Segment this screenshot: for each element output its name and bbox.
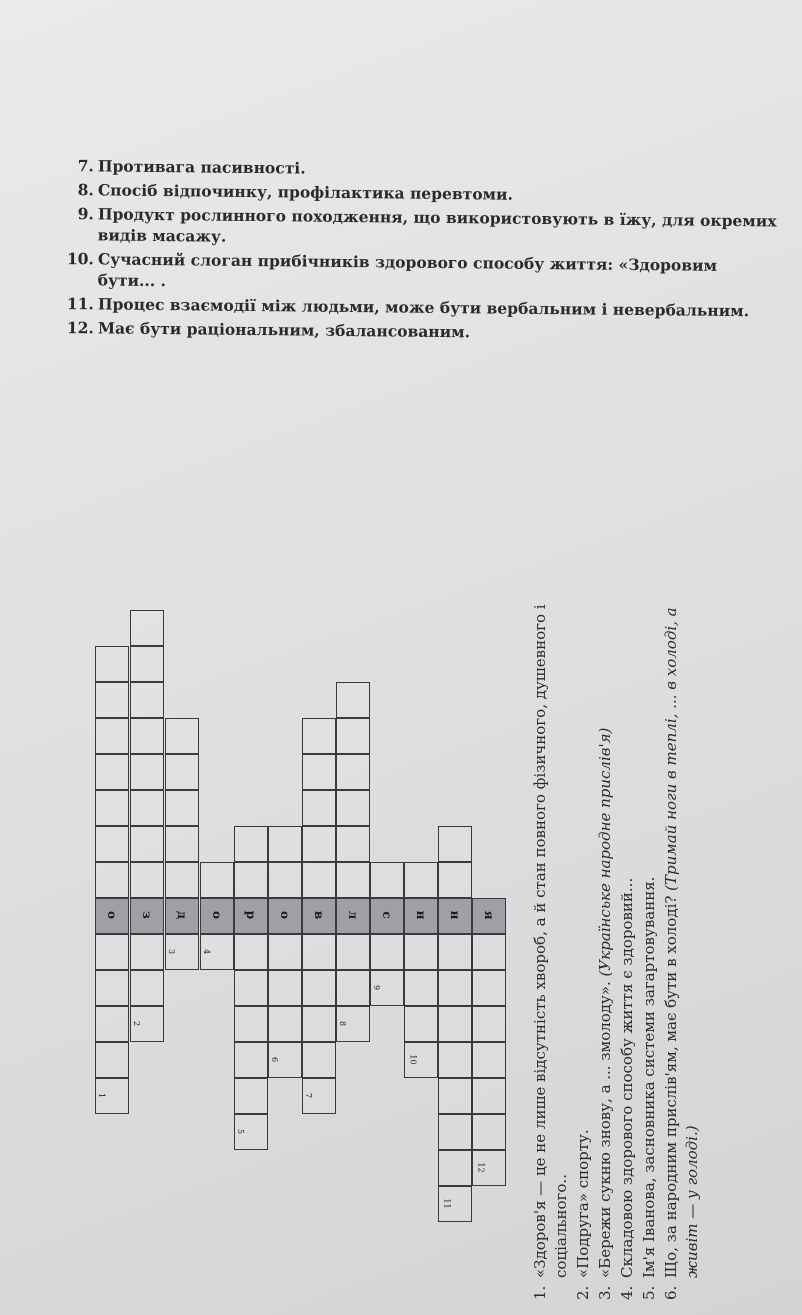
definition-number: 8. bbox=[77, 180, 94, 200]
crossword-cell bbox=[302, 970, 336, 1006]
crossword-cell bbox=[438, 1150, 472, 1186]
crossword-cell bbox=[302, 790, 336, 826]
crossword-cell bbox=[268, 1042, 302, 1078]
cell-number: 9 bbox=[372, 984, 382, 991]
crossword-cell bbox=[336, 754, 370, 790]
crossword-cell bbox=[438, 1042, 472, 1078]
crossword-cell bbox=[438, 1006, 472, 1042]
crossword-cell bbox=[130, 610, 164, 646]
crossword-cell bbox=[336, 934, 370, 970]
crossword-cell bbox=[95, 1006, 129, 1042]
crossword-key-cell bbox=[370, 898, 404, 934]
clue-text: Що, за народним прислів'ям, має бути в холоді? bbox=[662, 890, 680, 1278]
crossword-key-cell bbox=[268, 898, 302, 934]
crossword-key-cell bbox=[472, 898, 506, 934]
definition-text: Противага пасивності. bbox=[97, 156, 306, 178]
definition-text: Продукт рослинного походження, що використовують в їжу, для окремих видів масажу. bbox=[97, 204, 777, 246]
crossword-cell bbox=[234, 862, 268, 898]
clues-list bbox=[530, 600, 704, 1300]
crossword-cell bbox=[95, 646, 129, 682]
definition-text: Спосіб відпочинку, профілактика перевтоми. bbox=[97, 180, 514, 204]
clue-number: 1. bbox=[531, 1285, 549, 1300]
crossword-cell bbox=[200, 862, 234, 898]
crossword-cell bbox=[370, 862, 404, 898]
crossword-cell bbox=[130, 646, 164, 682]
clue-number: 2. bbox=[574, 1285, 592, 1300]
crossword-cell bbox=[95, 934, 129, 970]
clue-text: «Здоров'я — це не лише відсутність хвороб, а й стан повного фізичного, душевного і соціального.. bbox=[531, 604, 570, 1278]
crossword-cell bbox=[302, 862, 336, 898]
key-letter: н bbox=[448, 910, 462, 920]
key-letter: д bbox=[175, 911, 189, 919]
definition-text: Сучасний слоган прибічників здорового способу життя: «Здоровим бути... . bbox=[97, 249, 718, 291]
crossword-cell bbox=[472, 1042, 506, 1078]
crossword-cell bbox=[165, 790, 199, 826]
crossword-cell bbox=[370, 934, 404, 970]
crossword-cell bbox=[438, 1078, 472, 1114]
crossword-cell bbox=[404, 862, 438, 898]
key-letter: о bbox=[278, 910, 292, 919]
key-letter: л bbox=[346, 910, 360, 920]
cell-number: 12 bbox=[476, 1162, 486, 1173]
definition-number: 11. bbox=[66, 294, 94, 314]
definition-text: Процес взаємодії між людьми, може бути вербальним і невербальним. bbox=[97, 294, 750, 321]
definition-number: 7. bbox=[77, 156, 94, 176]
crossword-key-cell bbox=[438, 898, 472, 934]
cell-number: 11 bbox=[442, 1198, 452, 1209]
crossword-cell bbox=[336, 970, 370, 1006]
crossword-cell bbox=[336, 826, 370, 862]
definition-number: 12. bbox=[66, 318, 94, 338]
clue-number: 4. bbox=[618, 1285, 636, 1300]
crossword-cell bbox=[336, 1006, 370, 1042]
crossword-cell bbox=[95, 1078, 129, 1114]
crossword-cell bbox=[268, 826, 302, 862]
crossword-cell bbox=[268, 1006, 302, 1042]
clue-text: «Подруга» спорту. bbox=[574, 1129, 592, 1278]
crossword-key-cell bbox=[336, 898, 370, 934]
crossword-cell bbox=[165, 826, 199, 862]
crossword-cell bbox=[472, 1114, 506, 1150]
definition-text: Має бути раціональним, збалансованим. bbox=[97, 318, 471, 342]
crossword-cell bbox=[130, 826, 164, 862]
crossword-cell bbox=[302, 718, 336, 754]
crossword-cell bbox=[95, 826, 129, 862]
crossword-cell bbox=[130, 754, 164, 790]
crossword-cell bbox=[95, 1042, 129, 1078]
crossword-cell bbox=[165, 754, 199, 790]
crossword-cell bbox=[302, 934, 336, 970]
clue-1 bbox=[530, 600, 572, 1300]
definition-number: 10. bbox=[66, 249, 94, 269]
cell-number: 4 bbox=[202, 948, 212, 955]
clue-4 bbox=[617, 600, 638, 1300]
crossword-key-cell bbox=[404, 898, 438, 934]
crossword-cell bbox=[404, 1006, 438, 1042]
definition-number: 9. bbox=[77, 204, 94, 224]
crossword-cell bbox=[302, 1042, 336, 1078]
crossword-cell bbox=[130, 970, 164, 1006]
clue-number: 6. bbox=[662, 1285, 680, 1300]
clue-3 bbox=[595, 600, 616, 1300]
crossword-cell bbox=[404, 970, 438, 1006]
crossword-cell bbox=[472, 970, 506, 1006]
crossword-cell bbox=[234, 826, 268, 862]
clue-6 bbox=[661, 600, 703, 1300]
crossword-cell bbox=[130, 790, 164, 826]
crossword-cell bbox=[234, 970, 268, 1006]
clue-text: Ім'я Іванова, засновника системи загартовування. bbox=[640, 876, 658, 1278]
crossword-cell bbox=[472, 1150, 506, 1186]
crossword-cell bbox=[234, 1114, 268, 1150]
crossword-cell bbox=[472, 934, 506, 970]
crossword-cell bbox=[438, 934, 472, 970]
cell-number: 10 bbox=[408, 1054, 418, 1065]
cell-number: 1 bbox=[97, 1092, 107, 1099]
crossword-cell bbox=[370, 970, 404, 1006]
crossword-cell bbox=[302, 1078, 336, 1114]
clue-hint: (Українське народне прислів'я) bbox=[596, 727, 614, 977]
crossword-cell bbox=[165, 718, 199, 754]
crossword-cell bbox=[336, 682, 370, 718]
crossword-cell bbox=[268, 862, 302, 898]
clue-number: 3. bbox=[596, 1285, 614, 1300]
crossword-cell bbox=[336, 718, 370, 754]
crossword-cell bbox=[472, 1006, 506, 1042]
key-letter: з bbox=[140, 911, 154, 919]
crossword-key-cell bbox=[130, 898, 164, 934]
crossword-cell bbox=[130, 1006, 164, 1042]
crossword-cell bbox=[95, 682, 129, 718]
crossword-key-cell bbox=[200, 898, 234, 934]
clue-number: 5. bbox=[640, 1285, 658, 1300]
crossword-cell bbox=[95, 754, 129, 790]
crossword-cell bbox=[234, 1042, 268, 1078]
crossword-cell bbox=[234, 934, 268, 970]
crossword-cell bbox=[130, 862, 164, 898]
crossword-cell bbox=[438, 1186, 472, 1222]
crossword-cell bbox=[472, 1078, 506, 1114]
crossword-cell bbox=[302, 754, 336, 790]
cell-number: 5 bbox=[236, 1128, 246, 1135]
key-letter: н bbox=[414, 910, 428, 920]
crossword-cell bbox=[302, 826, 336, 862]
key-letter: с bbox=[380, 911, 394, 919]
crossword-key-cell bbox=[165, 898, 199, 934]
crossword-cell bbox=[95, 970, 129, 1006]
crossword-key-cell bbox=[234, 898, 268, 934]
crossword-cell bbox=[438, 1114, 472, 1150]
crossword-cell bbox=[438, 970, 472, 1006]
crossword-cell bbox=[165, 862, 199, 898]
key-letter: о bbox=[105, 910, 119, 919]
crossword-cell bbox=[130, 682, 164, 718]
crossword-cell bbox=[438, 826, 472, 862]
crossword-key-cell bbox=[95, 898, 129, 934]
clue-hint: (Тримай ноги в теплі, ... в холоді, а живіт — у голоді.) bbox=[662, 607, 701, 1278]
clue-2 bbox=[573, 600, 594, 1300]
cell-number: 7 bbox=[304, 1092, 314, 1099]
key-letter: в bbox=[312, 910, 326, 920]
cell-number: 8 bbox=[338, 1020, 348, 1027]
crossword-cell bbox=[268, 970, 302, 1006]
clue-text: Складовою здорового способу життя є здоровий... bbox=[618, 877, 636, 1278]
crossword-cell bbox=[336, 862, 370, 898]
cell-number: 2 bbox=[132, 1020, 142, 1027]
crossword-cell bbox=[95, 790, 129, 826]
crossword-cell bbox=[268, 934, 302, 970]
crossword-cell bbox=[404, 934, 438, 970]
crossword-cell bbox=[234, 1006, 268, 1042]
crossword-key-cell bbox=[302, 898, 336, 934]
crossword-cell bbox=[404, 1042, 438, 1078]
crossword-cell bbox=[95, 862, 129, 898]
key-letter: о bbox=[210, 910, 224, 919]
crossword-cell bbox=[302, 1006, 336, 1042]
crossword-cell bbox=[165, 934, 199, 970]
cell-number: 3 bbox=[167, 948, 177, 955]
crossword-cell bbox=[130, 934, 164, 970]
crossword-cell bbox=[95, 718, 129, 754]
key-letter: р bbox=[244, 910, 258, 920]
crossword-cell bbox=[336, 790, 370, 826]
clue-text: «Бережи сукню знову, а ... змолоду». bbox=[596, 976, 614, 1278]
crossword-cell bbox=[200, 934, 234, 970]
crossword-cell bbox=[438, 862, 472, 898]
crossword-cell bbox=[234, 1078, 268, 1114]
crossword-cell bbox=[130, 718, 164, 754]
cell-number: 6 bbox=[270, 1056, 280, 1063]
clue-5 bbox=[639, 600, 660, 1300]
key-letter: я bbox=[482, 910, 496, 920]
